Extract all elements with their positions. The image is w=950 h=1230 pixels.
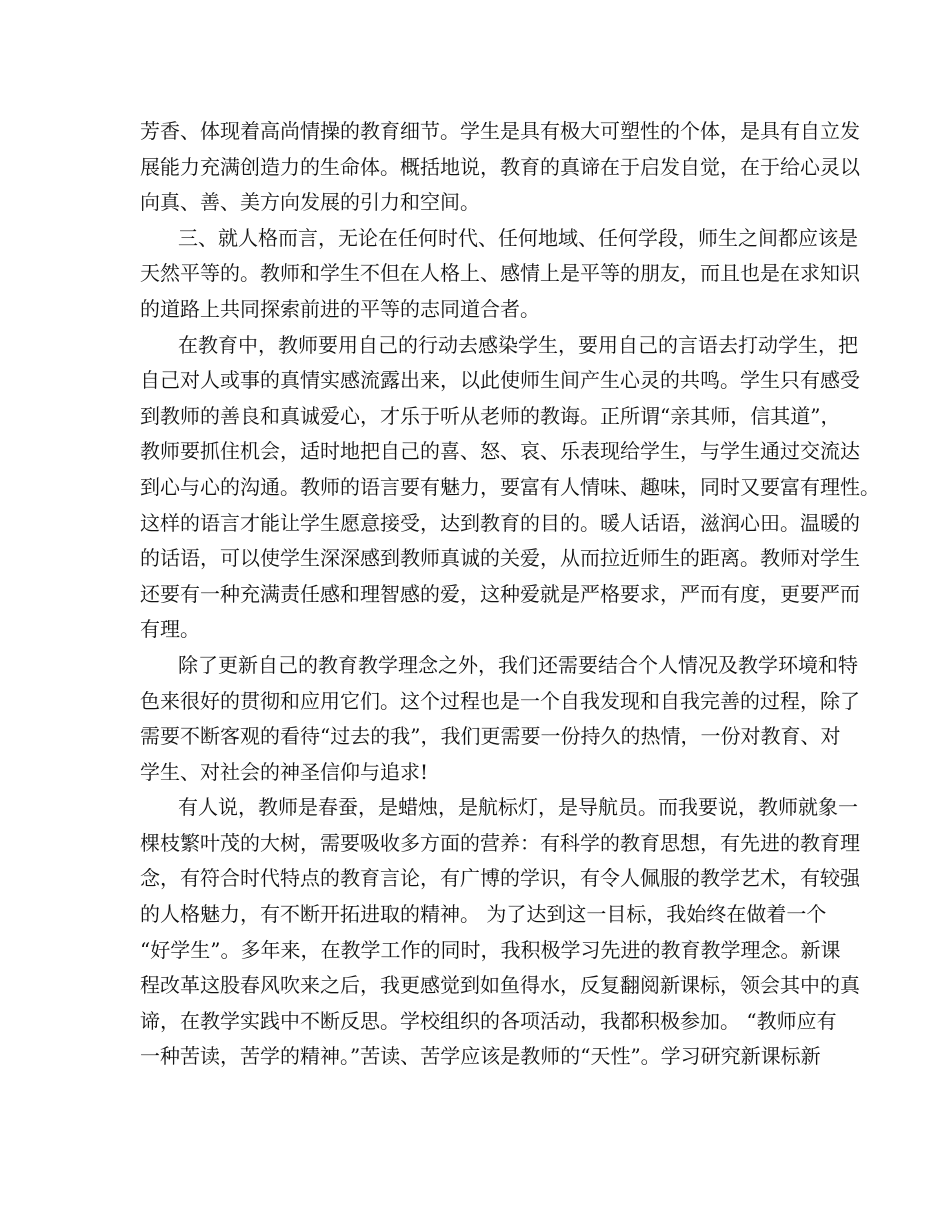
- paragraph: [140, 221, 860, 328]
- text-line: 到教师的善良和真诚爱心，才乐于听从老师的教诲。正所谓“亲其师，信其道”，: [140, 403, 841, 428]
- paragraph: [140, 328, 880, 648]
- text-line: 程改革这股春风吹来之后，我更感觉到如鱼得水，反复翻阅新课标，领会其中的真: [140, 973, 860, 998]
- text-line: 有理。: [140, 617, 200, 642]
- text-line: 这样的语言才能让学生愿意接受，达到教育的目的。暖人话语，滋润心田。温暖的: [140, 510, 860, 535]
- text-line: 学生、对社会的神圣信仰与追求!: [140, 759, 429, 784]
- text-line: 天然平等的。教师和学生不但在人格上、感情上是平等的朋友，而且也是在求知识: [140, 261, 860, 286]
- text-line: 展能力充满创造力的生命体。概括地说，教育的真谛在于启发自觉，在于给心灵以: [140, 154, 860, 179]
- text-line: 棵枝繁叶茂的大树，需要吸收多方面的营养：有科学的教育思想，有先进的教育理: [140, 830, 860, 855]
- text-line: 的道路上共同探索前进的平等的志同道合者。: [140, 296, 540, 321]
- document-body: [140, 114, 880, 1075]
- text-line: 除了更新自己的教育教学理念之外，我们还需要结合个人情况及教学环境和特: [178, 652, 858, 677]
- text-line: 需要不断客观的看待“过去的我”，我们更需要一份持久的热情，一份对教育、对: [140, 724, 841, 749]
- text-line: 谛，在教学实践中不断反思。学校组织的各项活动，我都积极参加。 “教师应有: [140, 1008, 837, 1033]
- text-line: 到心与心的沟通。教师的语言要有魅力，要富有人情味、趣味，同时又要富有理性。: [140, 474, 880, 499]
- paragraph: [140, 114, 860, 221]
- text-line: 自己对人或事的真情实感流露出来，以此使师生间产生心灵的共鸣。学生只有感受: [140, 368, 860, 393]
- text-line: 念，有符合时代特点的教育言论，有广博的学识，有令人佩服的教学艺术，有较强: [140, 866, 860, 891]
- text-line: 有人说，教师是春蚕，是蜡烛，是航标灯，是导航员。而我要说，教师就象一: [178, 795, 858, 820]
- text-line: 三、就人格而言，无论在任何时代、任何地域、任何学段，师生之间都应该是: [178, 225, 858, 250]
- text-line: 在教育中，教师要用自己的行动去感染学生，要用自己的言语去打动学生，把: [178, 332, 858, 357]
- text-line: “好学生”。多年来，在教学工作的同时，我积极学习先进的教育教学理念。新课: [140, 937, 841, 962]
- text-line: 还要有一种充满责任感和理智感的爱，这种爱就是严格要求，严而有度，更要严而: [140, 581, 860, 606]
- text-line: 的人格魅力，有不断开拓进取的精神。 为了达到这一目标，我始终在做着一个: [140, 902, 827, 927]
- text-line: 一种苦读，苦学的精神。”苦读、苦学应该是教师的“天性”。学习研究新课标新: [140, 1044, 821, 1069]
- text-line: 向真、善、美方向发展的引力和空间。: [140, 190, 480, 215]
- text-line: 色来很好的贯彻和应用它们。这个过程也是一个自我发现和自我完善的过程，除了: [140, 688, 860, 713]
- text-line: 教师要抓住机会，适时地把自己的喜、怒、哀、乐表现给学生，与学生通过交流达: [140, 439, 860, 464]
- text-line: 的话语，可以使学生深深感到教师真诚的关爱，从而拉近师生的距离。教师对学生: [140, 546, 860, 571]
- paragraph: [140, 648, 860, 790]
- text-line: 芳香、体现着高尚情操的教育细节。学生是具有极大可塑性的个体，是具有自立发: [140, 119, 860, 143]
- paragraph: [140, 790, 860, 1075]
